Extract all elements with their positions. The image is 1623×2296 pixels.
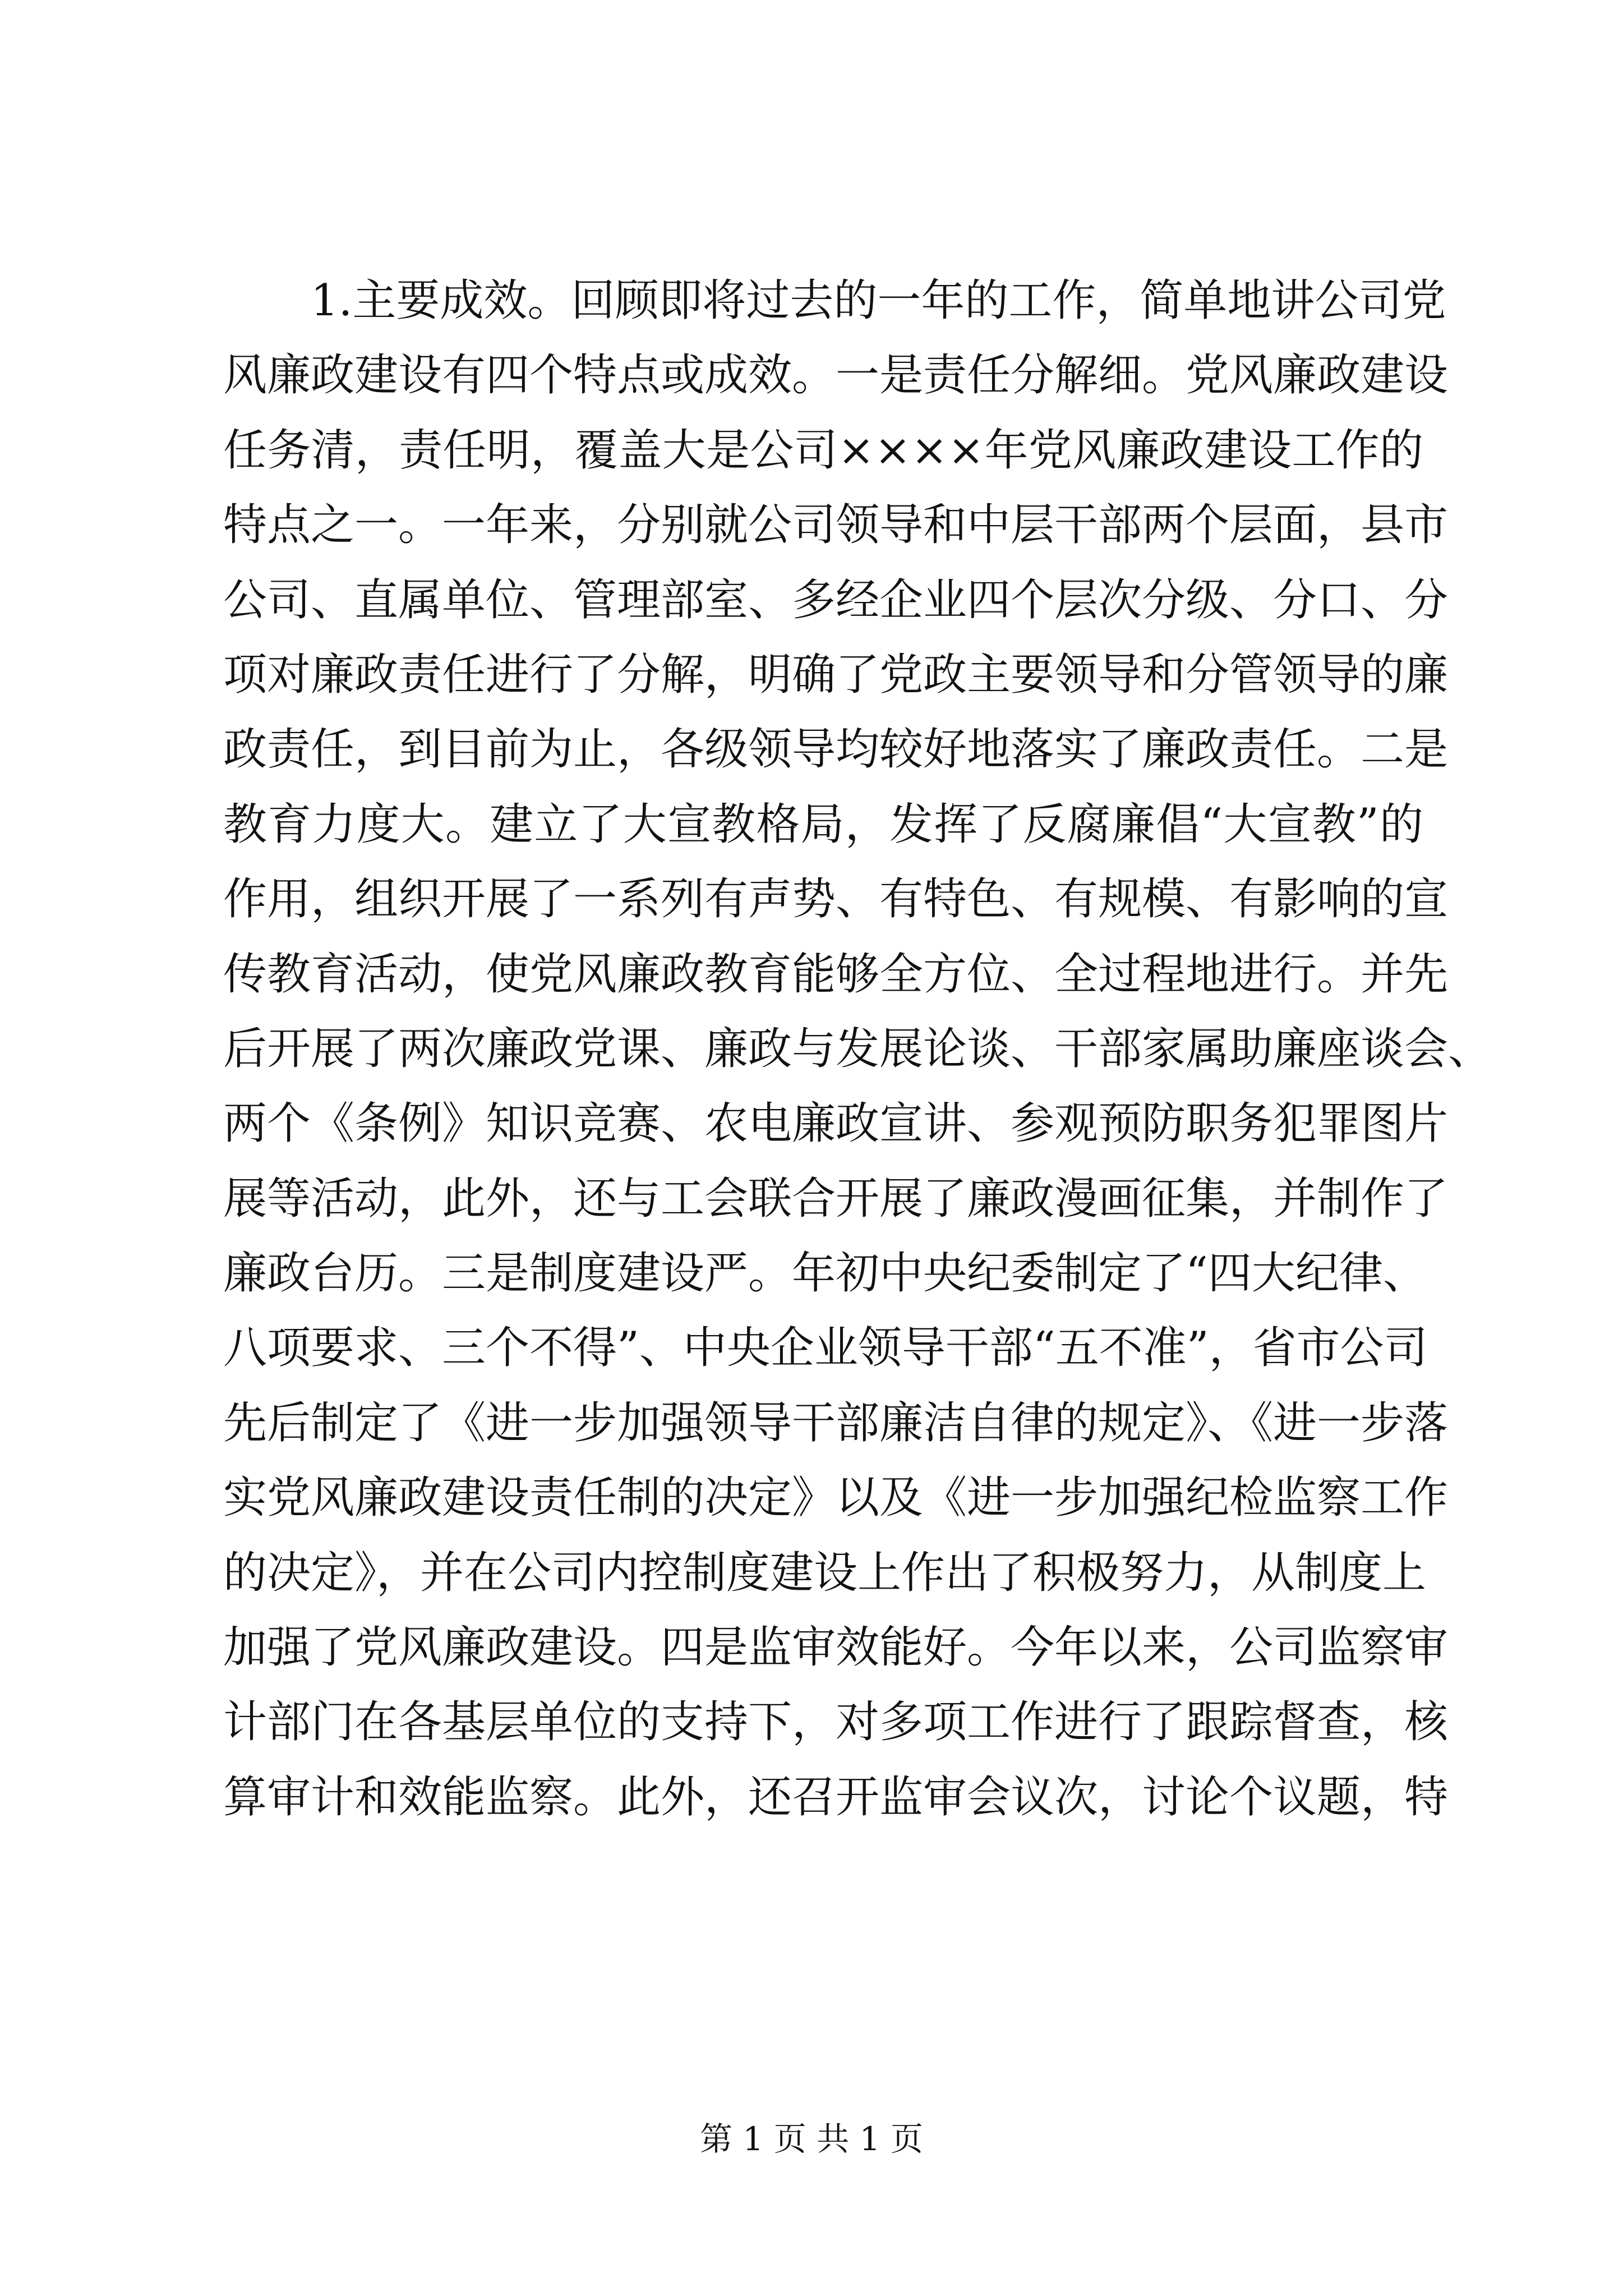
paragraph-line: 公司、直属单位、管理部室、多经企业四个层次分级、分口、分 (223, 574, 1449, 625)
page-number-label: 第 1 页 共 1 页 (700, 2120, 923, 2158)
paragraph-line: 的决定》，并在公司内控制度建设上作出了积极努力，从制度上 (223, 1547, 1427, 1598)
paragraph-line: 作用，组织开展了一系列有声势、有特色、有规模、有影响的宣 (223, 874, 1449, 925)
paragraph-line: 传教育活动，使党风廉政教育能够全方位、全过程地进行。并先 (223, 949, 1449, 1000)
paragraph-line: 1.主要成效。回顾即将过去的一年的工作，简单地讲公司党 (311, 275, 1446, 326)
paragraph-line: 特点之一。一年来，分别就公司领导和中层干部两个层面，县市 (223, 500, 1449, 551)
paragraph-line: 计部门在各基层单位的支持下，对多项工作进行了跟踪督查，核 (223, 1697, 1449, 1748)
paragraph-line: 风廉政建设有四个特点或成效。一是责任分解细。党风廉政建设 (223, 350, 1449, 401)
paragraph-line: 项对廉政责任进行了分解，明确了党政主要领导和分管领导的廉 (223, 649, 1449, 700)
page-footer (0, 2119, 1623, 2159)
paragraph-line: 两个《条例》知识竞赛、农电廉政宣讲、参观预防职务犯罪图片 (223, 1098, 1449, 1149)
paragraph-line: 政责任，到目前为止，各级领导均较好地落实了廉政责任。二是 (223, 724, 1449, 775)
paragraph-line: 先后制定了《进一步加强领导干部廉洁自律的规定》、《进一步落 (223, 1397, 1449, 1448)
paragraph-line: 算审计和效能监察。此外，还召开监审会议次，讨论个议题，特 (223, 1772, 1449, 1823)
paragraph-line: 八项要求、三个不得”、中央企业领导干部“五不准”，省市公司 (223, 1323, 1428, 1374)
body-paragraph (223, 264, 1492, 1835)
paragraph-line: 后开展了两次廉政党课、廉政与发展论谈、干部家属助廉座谈会、 (223, 1023, 1492, 1074)
paragraph-line: 任务清，责任明，覆盖大是公司××××年党风廉政建设工作的 (223, 425, 1423, 476)
paragraph-line: 加强了党风廉政建设。四是监审效能好。今年以来，公司监察审 (223, 1622, 1449, 1673)
paragraph-line: 实党风廉政建设责任制的决定》以及《进一步加强纪检监察工作 (223, 1473, 1449, 1524)
paragraph-line: 展等活动，此外，还与工会联合开展了廉政漫画征集，并制作了 (223, 1173, 1449, 1224)
paragraph-line: 教育力度大。建立了大宣教格局，发挥了反腐廉倡“大宣教”的 (223, 799, 1423, 850)
paragraph-line: 廉政台历。三是制度建设严。年初中央纪委制定了“四大纪律、 (223, 1248, 1427, 1299)
